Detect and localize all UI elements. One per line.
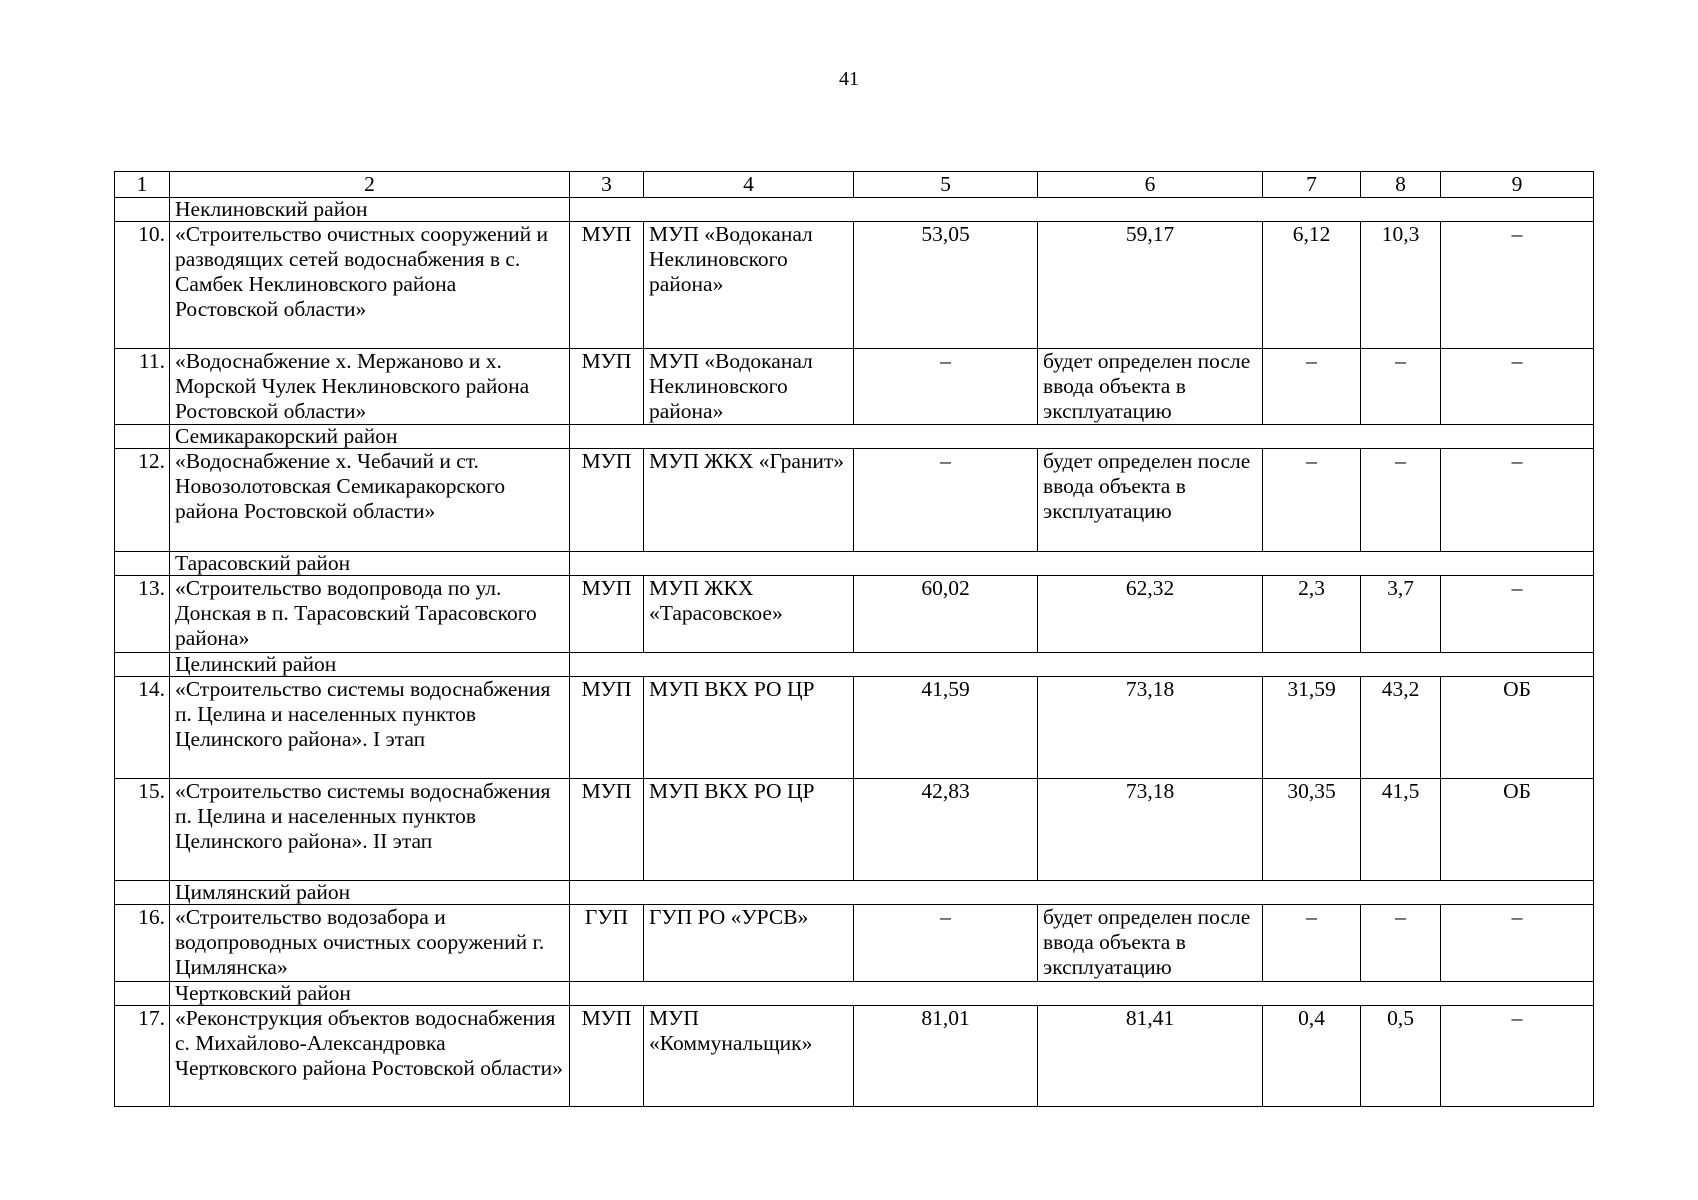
district-row (115, 881, 1594, 905)
object-name: «Строительство водопровода по ул. Донская в п. Тарасовский Тарасовского района» (170, 576, 570, 653)
table-row (115, 449, 1594, 552)
operator-name: МУП ВКХ РО ЦР (644, 677, 854, 779)
object-name: «Строительство очистных сооружений и разводящих сетей водоснабжения в с. Самбек Неклиновского района Ростовской области» (170, 222, 570, 349)
value-col-6: 81,41 (1038, 1006, 1263, 1107)
district-empty-cell (570, 425, 1594, 449)
table-row (115, 576, 1594, 653)
ownership-form: МУП (570, 779, 644, 881)
value-col-6: 59,17 (1038, 222, 1263, 349)
table-row (115, 677, 1594, 779)
district-row (115, 198, 1594, 222)
district-num-cell (115, 982, 170, 1006)
value-col-8: 43,2 (1361, 677, 1441, 779)
table-row (115, 905, 1594, 982)
value-col-5: 42,83 (854, 779, 1038, 881)
operator-name: МУП ЖКХ «Тарасовское» (644, 576, 854, 653)
district-empty-cell (570, 881, 1594, 905)
ownership-form: ГУП (570, 905, 644, 982)
district-row (115, 552, 1594, 576)
table-body (115, 172, 1594, 1107)
value-col-5: – (854, 905, 1038, 982)
district-empty-cell (570, 552, 1594, 576)
district-name: Целинский район (170, 653, 570, 677)
value-col-6: 73,18 (1038, 779, 1263, 881)
ownership-form: МУП (570, 677, 644, 779)
district-row (115, 982, 1594, 1006)
header-cell-2: 2 (170, 172, 570, 198)
ownership-form: МУП (570, 576, 644, 653)
value-col-7: – (1263, 349, 1361, 425)
object-name: «Строительство системы водоснабжения п. Целина и населенных пунктов Целинского района». II этап (170, 779, 570, 881)
object-name: «Строительство водозабора и водопроводных очистных сооружений г. Цимлянска» (170, 905, 570, 982)
operator-name: ГУП РО «УРСВ» (644, 905, 854, 982)
value-col-9: – (1441, 1006, 1594, 1107)
operator-name: МУП ВКХ РО ЦР (644, 779, 854, 881)
value-col-7: 0,4 (1263, 1006, 1361, 1107)
row-number: 17. (115, 1006, 170, 1107)
ownership-form: МУП (570, 1006, 644, 1107)
value-col-5: 81,01 (854, 1006, 1038, 1107)
object-name: «Реконструкция объектов водоснабжения с. Михайлово-Александровка Чертковского района Ростовской области» (170, 1006, 570, 1107)
district-name: Тарасовский район (170, 552, 570, 576)
district-name: Чертковский район (170, 982, 570, 1006)
table-row (115, 349, 1594, 425)
value-col-7: 31,59 (1263, 677, 1361, 779)
operator-name: МУП «Водоканал Неклиновского района» (644, 349, 854, 425)
table-row (115, 222, 1594, 349)
value-col-8: – (1361, 349, 1441, 425)
table-row (115, 779, 1594, 881)
district-name: Неклиновский район (170, 198, 570, 222)
value-col-5: – (854, 349, 1038, 425)
operator-name: МУП «Водоканал Неклиновского района» (644, 222, 854, 349)
row-number: 14. (115, 677, 170, 779)
row-number: 13. (115, 576, 170, 653)
row-number: 16. (115, 905, 170, 982)
district-num-cell (115, 653, 170, 677)
value-col-9: – (1441, 576, 1594, 653)
value-col-7: 6,12 (1263, 222, 1361, 349)
header-cell-6: 6 (1038, 172, 1263, 198)
value-col-6: будет определен после ввода объекта в эксплуатацию (1038, 449, 1263, 552)
value-col-5: 60,02 (854, 576, 1038, 653)
header-row (115, 172, 1594, 198)
value-col-9: ОБ (1441, 677, 1594, 779)
object-name: «Строительство системы водоснабжения п. Целина и населенных пунктов Целинского района». I этап (170, 677, 570, 779)
value-col-5: 41,59 (854, 677, 1038, 779)
header-cell-8: 8 (1361, 172, 1441, 198)
operator-name: МУП ЖКХ «Гранит» (644, 449, 854, 552)
ownership-form: МУП (570, 449, 644, 552)
value-col-8: – (1361, 449, 1441, 552)
district-empty-cell (570, 982, 1594, 1006)
value-col-6: 62,32 (1038, 576, 1263, 653)
district-row (115, 425, 1594, 449)
header-cell-9: 9 (1441, 172, 1594, 198)
district-num-cell (115, 198, 170, 222)
value-col-8: 10,3 (1361, 222, 1441, 349)
row-number: 11. (115, 349, 170, 425)
value-col-5: 53,05 (854, 222, 1038, 349)
value-col-7: – (1263, 905, 1361, 982)
value-col-6: будет определен после ввода объекта в эксплуатацию (1038, 905, 1263, 982)
value-col-8: 41,5 (1361, 779, 1441, 881)
district-num-cell (115, 552, 170, 576)
value-col-7: – (1263, 449, 1361, 552)
header-cell-5: 5 (854, 172, 1038, 198)
value-col-7: 30,35 (1263, 779, 1361, 881)
district-name: Цимлянский район (170, 881, 570, 905)
table-row (115, 1006, 1594, 1107)
row-number: 12. (115, 449, 170, 552)
program-table (114, 171, 1594, 1107)
value-col-8: 3,7 (1361, 576, 1441, 653)
value-col-6: будет определен после ввода объекта в эксплуатацию (1038, 349, 1263, 425)
value-col-9: – (1441, 349, 1594, 425)
row-number: 15. (115, 779, 170, 881)
header-cell-4: 4 (644, 172, 854, 198)
ownership-form: МУП (570, 222, 644, 349)
district-empty-cell (570, 198, 1594, 222)
value-col-9: – (1441, 449, 1594, 552)
ownership-form: МУП (570, 349, 644, 425)
district-name: Семикаракорский район (170, 425, 570, 449)
district-empty-cell (570, 653, 1594, 677)
district-row (115, 653, 1594, 677)
value-col-8: 0,5 (1361, 1006, 1441, 1107)
value-col-5: – (854, 449, 1038, 552)
value-col-9: – (1441, 222, 1594, 349)
value-col-6: 73,18 (1038, 677, 1263, 779)
page-number: 41 (839, 68, 859, 90)
row-number: 10. (115, 222, 170, 349)
header-cell-7: 7 (1263, 172, 1361, 198)
district-num-cell (115, 425, 170, 449)
operator-name: МУП «Коммунальщик» (644, 1006, 854, 1107)
object-name: «Водоснабжение х. Мержаново и х. Морской Чулек Неклиновского района Ростовской области» (170, 349, 570, 425)
value-col-7: 2,3 (1263, 576, 1361, 653)
value-col-9: – (1441, 905, 1594, 982)
value-col-8: – (1361, 905, 1441, 982)
header-cell-3: 3 (570, 172, 644, 198)
value-col-9: ОБ (1441, 779, 1594, 881)
header-cell-1: 1 (115, 172, 170, 198)
object-name: «Водоснабжение х. Чебачий и ст. Новозолотовская Семикаракорского района Ростовской области» (170, 449, 570, 552)
district-num-cell (115, 881, 170, 905)
